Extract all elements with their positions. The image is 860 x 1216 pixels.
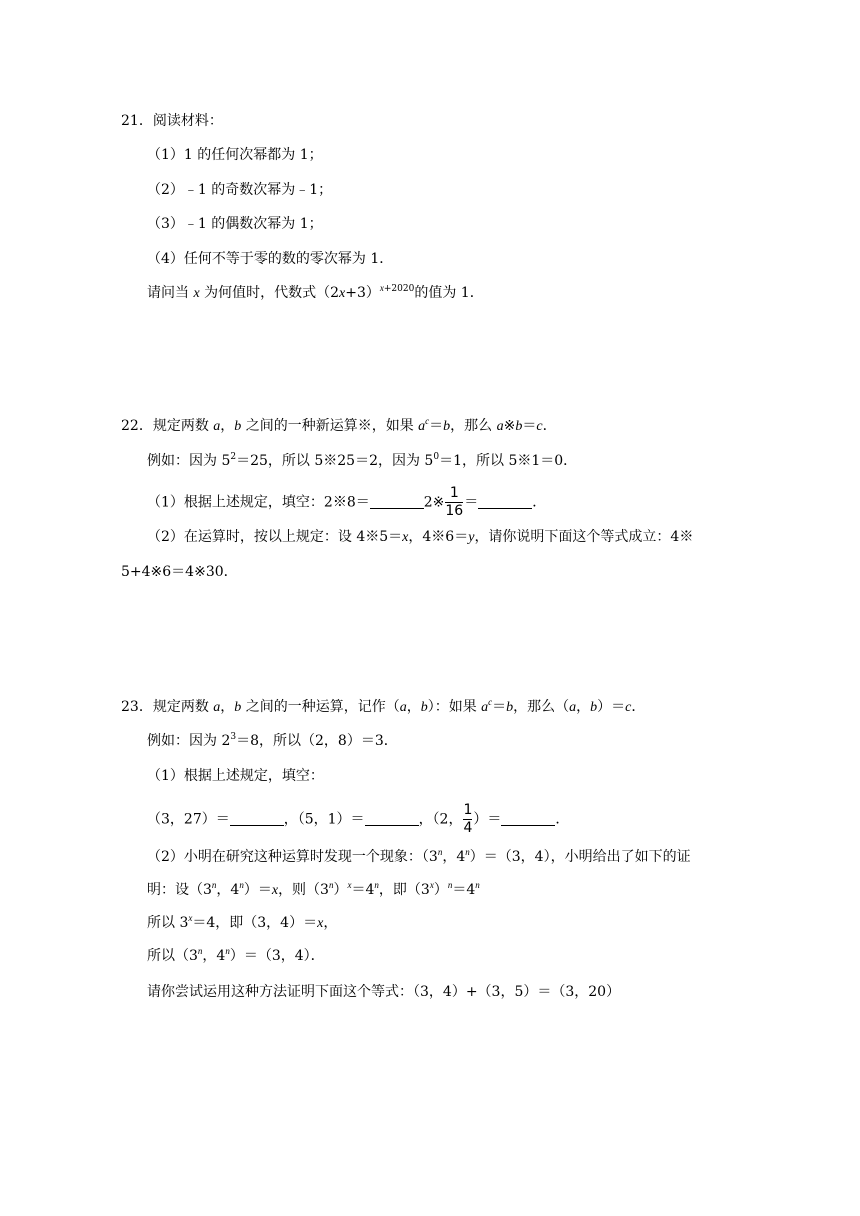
q22-heading: 22．规定两数 a，b 之间的一种新运算※，如果 $a^c=b$，那么 a※b＝c．	[121, 416, 557, 434]
q23-proof-line-2: 所以 $3^x=4$，即（3，4）＝x，	[147, 913, 338, 931]
answer-blank[interactable]	[478, 494, 532, 509]
q23-example: 例如：因为 $2^3=8$，所以（2，8）＝3．	[147, 732, 398, 749]
q23-part-1-fill: （3，27）＝ ，（5，1）＝ ，（2， $\frac{1}{4}$ ）＝ ．	[147, 802, 570, 836]
q22-part-2: （2）在运算时，按以上规定：设 4※5＝x，4※6＝y，请你说明下面这个等式成立：4※	[147, 529, 694, 545]
q21-question: 请问当 x 为何值时，代数式$(2x+3)^{x+2020}$的值为 1．	[147, 283, 484, 301]
q21-item-3: （3）﹣1 的偶数次幂为 1；	[147, 216, 323, 232]
q23-part-1: （1）根据上述规定，填空：	[147, 768, 324, 784]
answer-blank[interactable]	[370, 494, 424, 509]
q23-part-2: （2）小明在研究这种运算时发现一个现象：（3$^n$，$4^n)=(3$，4），小明给出了如下的证	[147, 847, 691, 865]
q23-heading: 23．规定两数 a，b 之间的一种运算，记作（a，b）：如果 $a^c=b$，那么（a，b）＝c．	[121, 697, 646, 715]
q23-proof-line-3: 所以（3$^n$，$4^n)=(3$，4）．	[147, 946, 325, 964]
q22-example: 例如：因为 $5^2=25$，所以 5※25＝2，因为 $5^0=1$，所以 5※1＝0．	[147, 452, 578, 469]
answer-blank[interactable]	[501, 811, 555, 826]
fraction: $\frac{1}{4}$	[463, 802, 473, 836]
q22-part-2-continued: 5+4※6＝4※30．	[121, 564, 238, 580]
answer-blank[interactable]	[365, 811, 419, 826]
q21-item-1: （1）1 的任何次幂都为 1；	[147, 147, 323, 163]
q21-heading: 21．阅读材料：	[121, 113, 223, 129]
q23-proof-line-1: 明：设（3$^n$，$4^n)=x$，则$(3^n)^x=4^n$，即$(3^x)^n=4^n$	[147, 880, 480, 898]
q21-item-4: （4）任何不等于零的数的零次幂为 1．	[147, 251, 394, 267]
answer-blank[interactable]	[230, 811, 284, 826]
q21-item-2: （2）﹣1 的奇数次幂为﹣1；	[147, 182, 333, 198]
fraction: $\frac{1}{16}$	[445, 485, 464, 519]
q22-part-1: （1）根据上述规定，填空：2※8＝ 2※ $\frac{1}{16}$ ＝ ．	[147, 485, 547, 519]
q23-task: 请你尝试运用这种方法证明下面这个等式：（3，4）+（3，5）＝（3，20）	[147, 984, 621, 1000]
